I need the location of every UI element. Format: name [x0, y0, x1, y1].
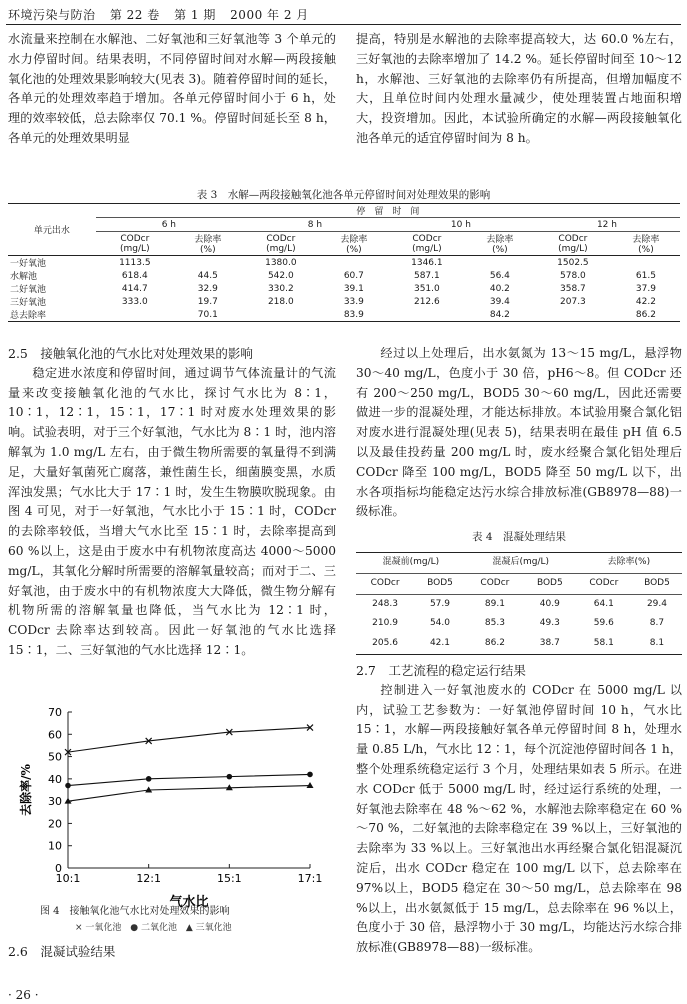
table-cell: 54.0	[429, 618, 450, 629]
table-cell: 333.0	[121, 296, 148, 307]
x-tick-label: 10:1	[55, 872, 81, 885]
y-tick-label: 20	[48, 817, 62, 831]
table-cell	[612, 256, 680, 270]
table-row	[8, 308, 680, 322]
subheader-unit: (%)	[492, 245, 508, 255]
row-label: 二好氧池	[10, 285, 47, 295]
data-point	[307, 772, 313, 778]
table4	[356, 552, 682, 655]
data-point	[307, 782, 314, 788]
table4-subheader: BOD5	[427, 577, 453, 588]
table3-subheader	[174, 232, 242, 256]
table-cell	[320, 256, 388, 270]
table3-time-header: 10 h	[388, 218, 534, 232]
data-point	[227, 774, 233, 780]
table-cell: 29.4	[646, 598, 667, 609]
subheader-name: CODcr	[412, 233, 442, 244]
table4-subheader: CODcr	[480, 577, 510, 588]
table-row	[8, 295, 680, 308]
table-cell: 42.1	[429, 638, 450, 649]
page-number: · 26 ·	[8, 988, 39, 1002]
table-cell	[96, 308, 174, 322]
table-cell	[242, 308, 320, 322]
paragraph-text: 稳定进水浓度和停留时间，通过调节气体流量计的气流量来改变接触氧化池的气水比，探讨气水比为 8∶1，10∶1，12∶1，15∶1，17∶1 时对废水处理效果的影响。试验表明，对于三个好氧池，气水比为 8∶1 时，池内溶解氧为 1.0 mg/L 左右，由于微生物所需要的氧量得不到满足，大量好氧菌死亡腐落，兼性菌生长，细菌膜变黑，水质浑浊发黑；气水比大于 17∶1 时，发生生物膜吹脱现象。由图 4 可见，对于一好氧池，气水比小于 15∶1 时，CODcr 的去除率较低，当增大气水比至 15∶1 时，去除率提高到 60 %以上，这是由于废水中有机物浓度高达 4000～5000 mg/L，其氧化分解时所需要的溶解氧量较高；而对于二、三好氧池，由于废水中的有机物浓度大大降低，微生物分解有机物所需的溶解氧量也降低，当气水比为 12∶1 时，CODcr 去除率达到较高。因此一好氧池的气水比选择 15∶1，二、三好氧池的气水比选择 12∶1。	[8, 365, 336, 657]
table4-subheader: CODcr	[370, 577, 400, 588]
table-row	[356, 594, 682, 614]
subheader-name: 去除率	[632, 235, 660, 245]
legend-item-2: ● 二氧化池	[130, 923, 177, 933]
table-cell: 212.6	[413, 296, 440, 307]
subheader-unit: (%)	[346, 245, 362, 255]
header-rule	[6, 24, 681, 25]
subheader-name: CODcr	[266, 233, 296, 244]
section-2-6	[8, 942, 336, 962]
subheader-name: 去除率	[486, 235, 514, 245]
table-cell: 56.4	[489, 270, 510, 281]
table-cell: 64.1	[593, 598, 614, 609]
table-cell: 39.1	[343, 283, 364, 294]
table-cell: 59.6	[593, 618, 614, 629]
y-tick-label: 30	[48, 795, 62, 809]
y-axis-label: 去除率/%	[19, 764, 33, 816]
table-cell: 38.7	[539, 638, 560, 649]
table-cell: 84.2	[489, 309, 510, 320]
table-cell: 61.5	[635, 270, 656, 281]
row-label: 三好氧池	[10, 298, 47, 308]
right-lower-column	[356, 344, 682, 958]
table-cell: 587.1	[413, 270, 440, 281]
table-cell: 1380.0	[265, 257, 297, 268]
volume: 第 22 卷	[109, 8, 160, 22]
table4-subheader: BOD5	[644, 577, 670, 588]
table3	[8, 203, 680, 322]
table-cell	[466, 256, 534, 270]
section-title: 2.7 工艺流程的稳定运行结果	[356, 662, 526, 678]
table4-group-header: 去除率(%)	[607, 556, 651, 567]
table-cell: 578.0	[560, 270, 586, 281]
table-row	[8, 282, 680, 295]
table-row	[8, 269, 680, 282]
table-cell: 70.1	[197, 309, 218, 320]
table-cell: 218.0	[267, 296, 294, 307]
table-cell: 1346.1	[411, 257, 443, 268]
row-label: 一好氧池	[10, 259, 47, 269]
table4-subheader: BOD5	[536, 577, 563, 588]
table4-subheader: CODcr	[589, 577, 619, 588]
subheader-unit: (%)	[638, 245, 654, 255]
subheader-name: CODcr	[558, 233, 588, 244]
paragraph-text: 提高，特别是水解池的去除率提高较大，达 60.0 %左右，三好氧池的去除率增加了 14.2 %。延长停留时间至 10～12 h，水解池、三好氧池的去除率仍有所提高，但增加幅度不大，且单位时间内处理水量减少，使处理装置占地面积增大，投资增加。因此，本试验所确定的水解—两段接触氧化池各单元的适宜停留时间为 8 h。	[356, 32, 682, 145]
table-cell: 205.6	[372, 638, 398, 649]
data-point	[146, 776, 152, 782]
x-tick-label: 15:1	[216, 872, 242, 885]
table-cell: 40.9	[539, 598, 560, 609]
table-cell: 39.4	[489, 296, 510, 307]
table4-caption: 表 4 混凝处理结果	[471, 531, 567, 544]
table-cell: 85.3	[484, 618, 505, 629]
data-point	[65, 783, 71, 789]
section-title: 2.6 混凝试验结果	[8, 944, 116, 959]
table-cell: 33.9	[343, 296, 364, 307]
table-cell	[174, 256, 242, 270]
subheader-unit: (mg/L)	[266, 243, 296, 254]
table3-subheader	[242, 232, 320, 256]
subheader-unit: (mg/L)	[412, 243, 442, 254]
date: 2000 年 2 月	[230, 8, 309, 22]
table-cell: 49.3	[539, 618, 560, 629]
issue: 第 1 期	[174, 8, 216, 22]
table-cell: 42.2	[635, 296, 656, 307]
table-cell: 210.9	[372, 618, 398, 629]
row-label: 水解池	[10, 272, 38, 282]
y-tick-label: 50	[48, 750, 62, 764]
section-2-5	[8, 344, 336, 661]
table-cell: 89.1	[484, 598, 505, 609]
legend-item-1: × 一氧化池	[75, 923, 122, 933]
table-cell: 60.7	[343, 270, 364, 281]
table-cell: 8.7	[649, 618, 665, 629]
table3-subheader	[96, 232, 174, 256]
table-cell: 86.2	[484, 638, 505, 649]
table3-row-header: 单元出水	[8, 204, 96, 256]
subheader-unit: (mg/L)	[558, 243, 588, 254]
table-cell: 57.9	[429, 598, 450, 609]
table-row	[356, 634, 682, 654]
table-cell: 1502.5	[557, 257, 589, 268]
table-cell: 207.3	[560, 296, 586, 307]
table-cell: 1113.5	[119, 257, 151, 268]
x-axis-label: 气水比	[169, 895, 209, 910]
series-line-1	[68, 728, 310, 753]
table-cell: 358.7	[560, 283, 586, 294]
table-cell: 330.2	[267, 283, 294, 294]
table-cell: 248.3	[372, 598, 398, 609]
subheader-name: 去除率	[340, 235, 368, 245]
row-label: 总去除率	[10, 311, 47, 321]
table3-time-header: 8 h	[242, 218, 388, 232]
right-top-paragraph	[356, 30, 682, 149]
table3-subheader	[320, 232, 388, 256]
subheader-unit: (%)	[200, 245, 216, 255]
table-cell: 542.0	[267, 270, 294, 281]
subheader-name: CODcr	[120, 233, 150, 244]
table-cell: 83.9	[343, 309, 364, 320]
table-cell: 8.1	[649, 638, 665, 649]
table-cell: 40.2	[489, 283, 510, 294]
section-title: 2.5 接触氧化池的气水比对处理效果的影响	[8, 346, 253, 361]
figure4-caption: 图 4 接触氧化池气水比对处理效果的影响	[40, 906, 230, 917]
table4-group-header: 混凝后(mg/L)	[492, 556, 550, 567]
y-tick-label: 40	[48, 772, 62, 786]
table3-subheader	[388, 232, 466, 256]
table-cell: 44.5	[197, 270, 218, 281]
table4-group-header: 混凝前(mg/L)	[382, 556, 440, 567]
figure4-legend	[75, 920, 238, 933]
subheader-unit: (mg/L)	[120, 243, 150, 254]
table3-time-header: 6 h	[96, 218, 242, 232]
table3-time-header: 12 h	[534, 218, 680, 232]
subheader-name: 去除率	[194, 235, 222, 245]
paragraph-text: 水流量来控制在水解池、二好氧池和三好氧池等 3 个单元的水力停留时间。结果表明，不同停留时间对水解—两段接触氧化池的处理效果影响较大(见表 3)。随着停留时间的延长，各单元的处理效率趋于增加。各单元停留时间小于 6 h，处理的效率较低，总去除率仅 70.1 %。停留时间延长至 8 h，各单元的处理效果明显	[8, 32, 336, 145]
table-cell: 32.9	[197, 283, 218, 294]
paragraph-text: 控制进入一好氧池废水的 CODcr 在 5000 mg/L 以内，试验工艺参数为：一好氧池停留时间 10 h，气水比 15∶1，水解—两段接触好氧各单元停留时间 8 h，处理水量 0.85 L/h，气水比 12∶1，每个沉淀池停留时间各 1 h，整个处理系统稳定运行 3 个月，处理结果如表 5 所示。在进水 CODcr 低于 5000 mg/L 时，经过运行系统的处理，一好氧池去除率在 48 %～62 %，水解池去除率稳定在 60 %～70 %，二好氧池的去除率稳定在 39 %以上，三好氧池的去除率为 33 %以上。三好氧池出水再经聚合氯化铝混凝沉淀后，出水 CODcr 稳定在 100 mg/L 以下，总去除率在 97%以上，BOD5 稳定在 30～50 mg/L，总去除率在 98 %以上，出水氨氮低于 15 mg/L，总去除率在 96 %以上，色度小于 30 倍，悬浮物小于 30 mg/L，均能达污水综合排放标准(GB8978—88)一级标准。	[356, 682, 682, 955]
paragraph-text: 经过以上处理后，出水氨氮为 13～15 mg/L，悬浮物 30～40 mg/L，色度小于 30 倍，pH6～8。但 CODcr 还有 200～250 mg/L，BOD5 30～60 mg/L，因此还需要做进一步的混凝处理，才能达标排放。本试验用聚合氯化铝对废水进行混凝处理(见表 5)，结果表明在最佳 pH 值 6.5 以及最佳投药量 200 mg/L 时，废水经聚合氯化铝处理后 CODcr 降至 100 mg/L，BOD5 降至 50 mg/L 以下，出水各项指标均能稳定达污水综合排放标准(GB8978—88)一级标准。	[356, 346, 682, 519]
table-cell: 351.0	[413, 283, 440, 294]
table3-subheader	[534, 232, 612, 256]
y-tick-label: 0	[55, 862, 62, 875]
running-header	[8, 6, 319, 23]
table-row	[356, 614, 682, 634]
table-cell: 618.4	[121, 270, 148, 281]
table-cell	[388, 308, 466, 322]
table3-subheader	[466, 232, 534, 256]
table-cell: 37.9	[635, 283, 656, 294]
table3-group-header: 停 留 时 间	[96, 204, 680, 218]
left-top-paragraph	[8, 30, 336, 149]
y-tick-label: 70	[48, 706, 62, 719]
table3-subheader	[612, 232, 680, 256]
y-tick-label: 60	[48, 728, 62, 742]
journal-name: 环境污染与防治	[8, 8, 96, 22]
series-line-3	[68, 786, 310, 802]
table-row	[8, 256, 680, 270]
x-tick-label: 17:1	[297, 872, 323, 885]
table-cell: 19.7	[197, 296, 218, 307]
series-line-2	[68, 774, 310, 785]
table-cell: 58.1	[593, 638, 614, 649]
table-cell	[534, 308, 612, 322]
x-tick-label: 12:1	[136, 872, 162, 885]
legend-item-3: ▲ 三氧化池	[185, 923, 232, 933]
table3-caption: 表 3 水解—两段接触氧化池各单元停留时间对处理效果的影响	[196, 189, 491, 201]
y-tick-label: 10	[48, 839, 62, 853]
table-cell: 86.2	[635, 309, 656, 320]
table-cell: 414.7	[121, 283, 148, 294]
